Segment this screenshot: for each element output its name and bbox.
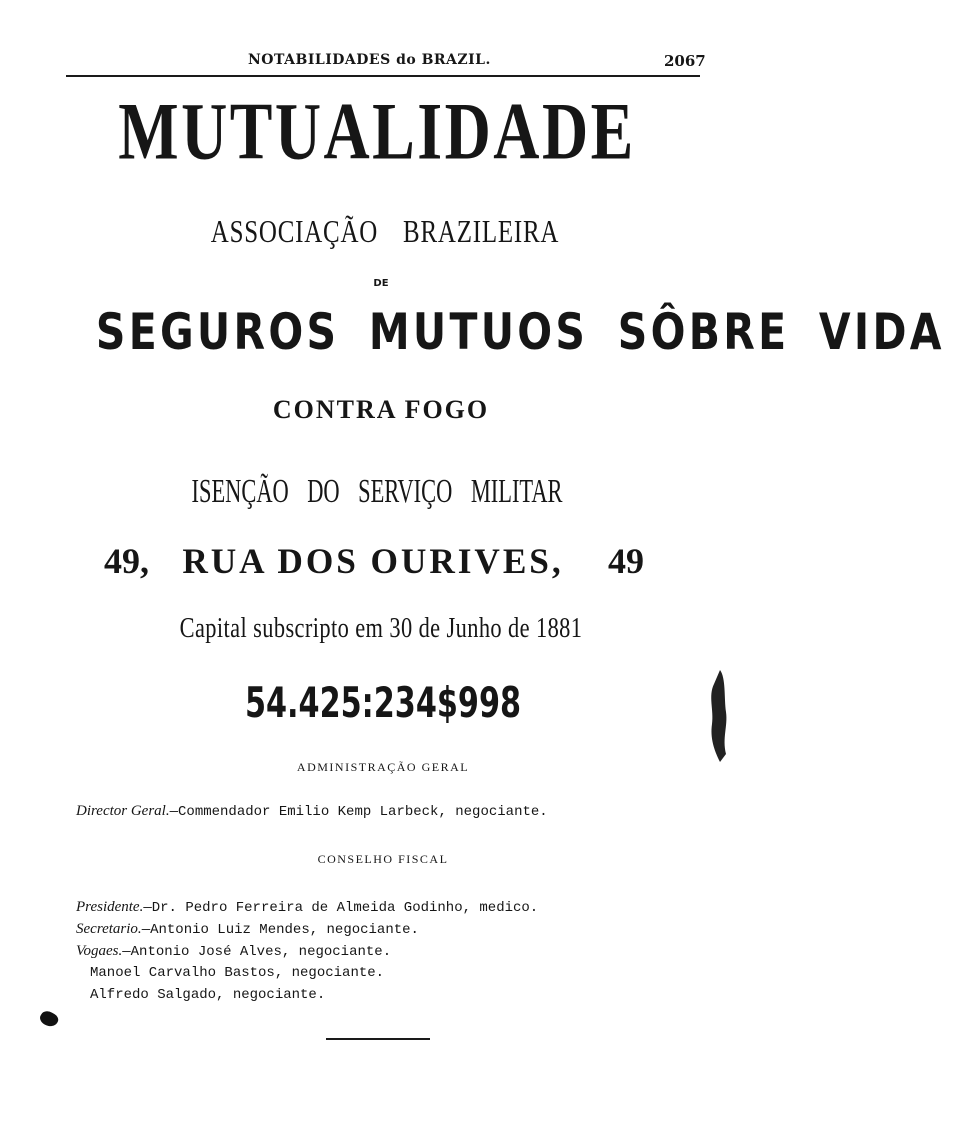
director-role: Director Geral. bbox=[76, 803, 170, 819]
isencao-word-1: ISENÇÃO bbox=[191, 473, 289, 510]
director-text: —Commendador Emilio Kemp Larbeck, negociante. bbox=[169, 804, 548, 820]
end-rule bbox=[326, 1038, 430, 1040]
running-title: NOTABILIDADES do BRAZIL. bbox=[248, 52, 491, 68]
isencao-heading bbox=[131, 473, 623, 511]
vogaes-role: Vogaes. bbox=[76, 943, 123, 959]
address-street: RUA DOS OURIVES, bbox=[182, 541, 564, 581]
heading-word-seguros: SEGUROS bbox=[95, 303, 340, 361]
header-rule bbox=[66, 75, 700, 77]
page-title: MUTUALIDADE bbox=[118, 84, 636, 177]
heading-word-vida: VIDA bbox=[818, 303, 945, 361]
margin-ink-stain bbox=[706, 668, 728, 764]
vogaes-text: —Antonio José Alves, negociante. bbox=[122, 944, 392, 960]
director-line bbox=[76, 803, 548, 820]
subtitle-word-brazileira: BRAZILEIRA bbox=[403, 213, 560, 249]
main-heading bbox=[81, 303, 945, 361]
association-subtitle bbox=[94, 213, 676, 250]
subtitle-connector: DE bbox=[373, 278, 389, 289]
isencao-word-4: MILITAR bbox=[470, 473, 563, 510]
contra-fogo-heading: CONTRA FOGO bbox=[272, 395, 490, 424]
address-number-left: 49, bbox=[104, 541, 149, 581]
presidente-text: —Dr. Pedro Ferreira de Almeida Godinho, medico. bbox=[143, 900, 539, 916]
administracao-heading: ADMINISTRAÇÃO GERAL bbox=[296, 760, 470, 774]
vogal-line-3: Alfredo Salgado, negociante. bbox=[90, 987, 326, 1003]
vogal-line-2: Manoel Carvalho Bastos, negociante. bbox=[90, 965, 385, 981]
heading-word-mutuos: MUTUOS bbox=[368, 303, 589, 361]
vogaes-line bbox=[76, 943, 391, 960]
address-number-right: 49 bbox=[608, 541, 644, 581]
presidente-line bbox=[76, 899, 538, 916]
capital-label: Capital subscripto em 30 de Junho de 1881 bbox=[179, 613, 583, 644]
secretario-text: —Antonio Luiz Mendes, negociante. bbox=[141, 922, 419, 938]
ink-blot bbox=[38, 1008, 61, 1029]
capital-value: 54.425:234$998 bbox=[244, 678, 522, 727]
subtitle-word-associacao: ASSOCIAÇÃO bbox=[210, 213, 379, 249]
isencao-word-3: SERVIÇO bbox=[358, 473, 453, 510]
isencao-word-2: DO bbox=[307, 473, 340, 510]
presidente-role: Presidente. bbox=[76, 899, 144, 915]
secretario-role: Secretario. bbox=[76, 921, 142, 937]
conselho-heading: CONSELHO FISCAL bbox=[317, 852, 449, 866]
secretario-line bbox=[76, 921, 419, 938]
heading-word-sobre: SÔBRE bbox=[617, 303, 790, 361]
page-number: 2067 bbox=[664, 52, 706, 70]
